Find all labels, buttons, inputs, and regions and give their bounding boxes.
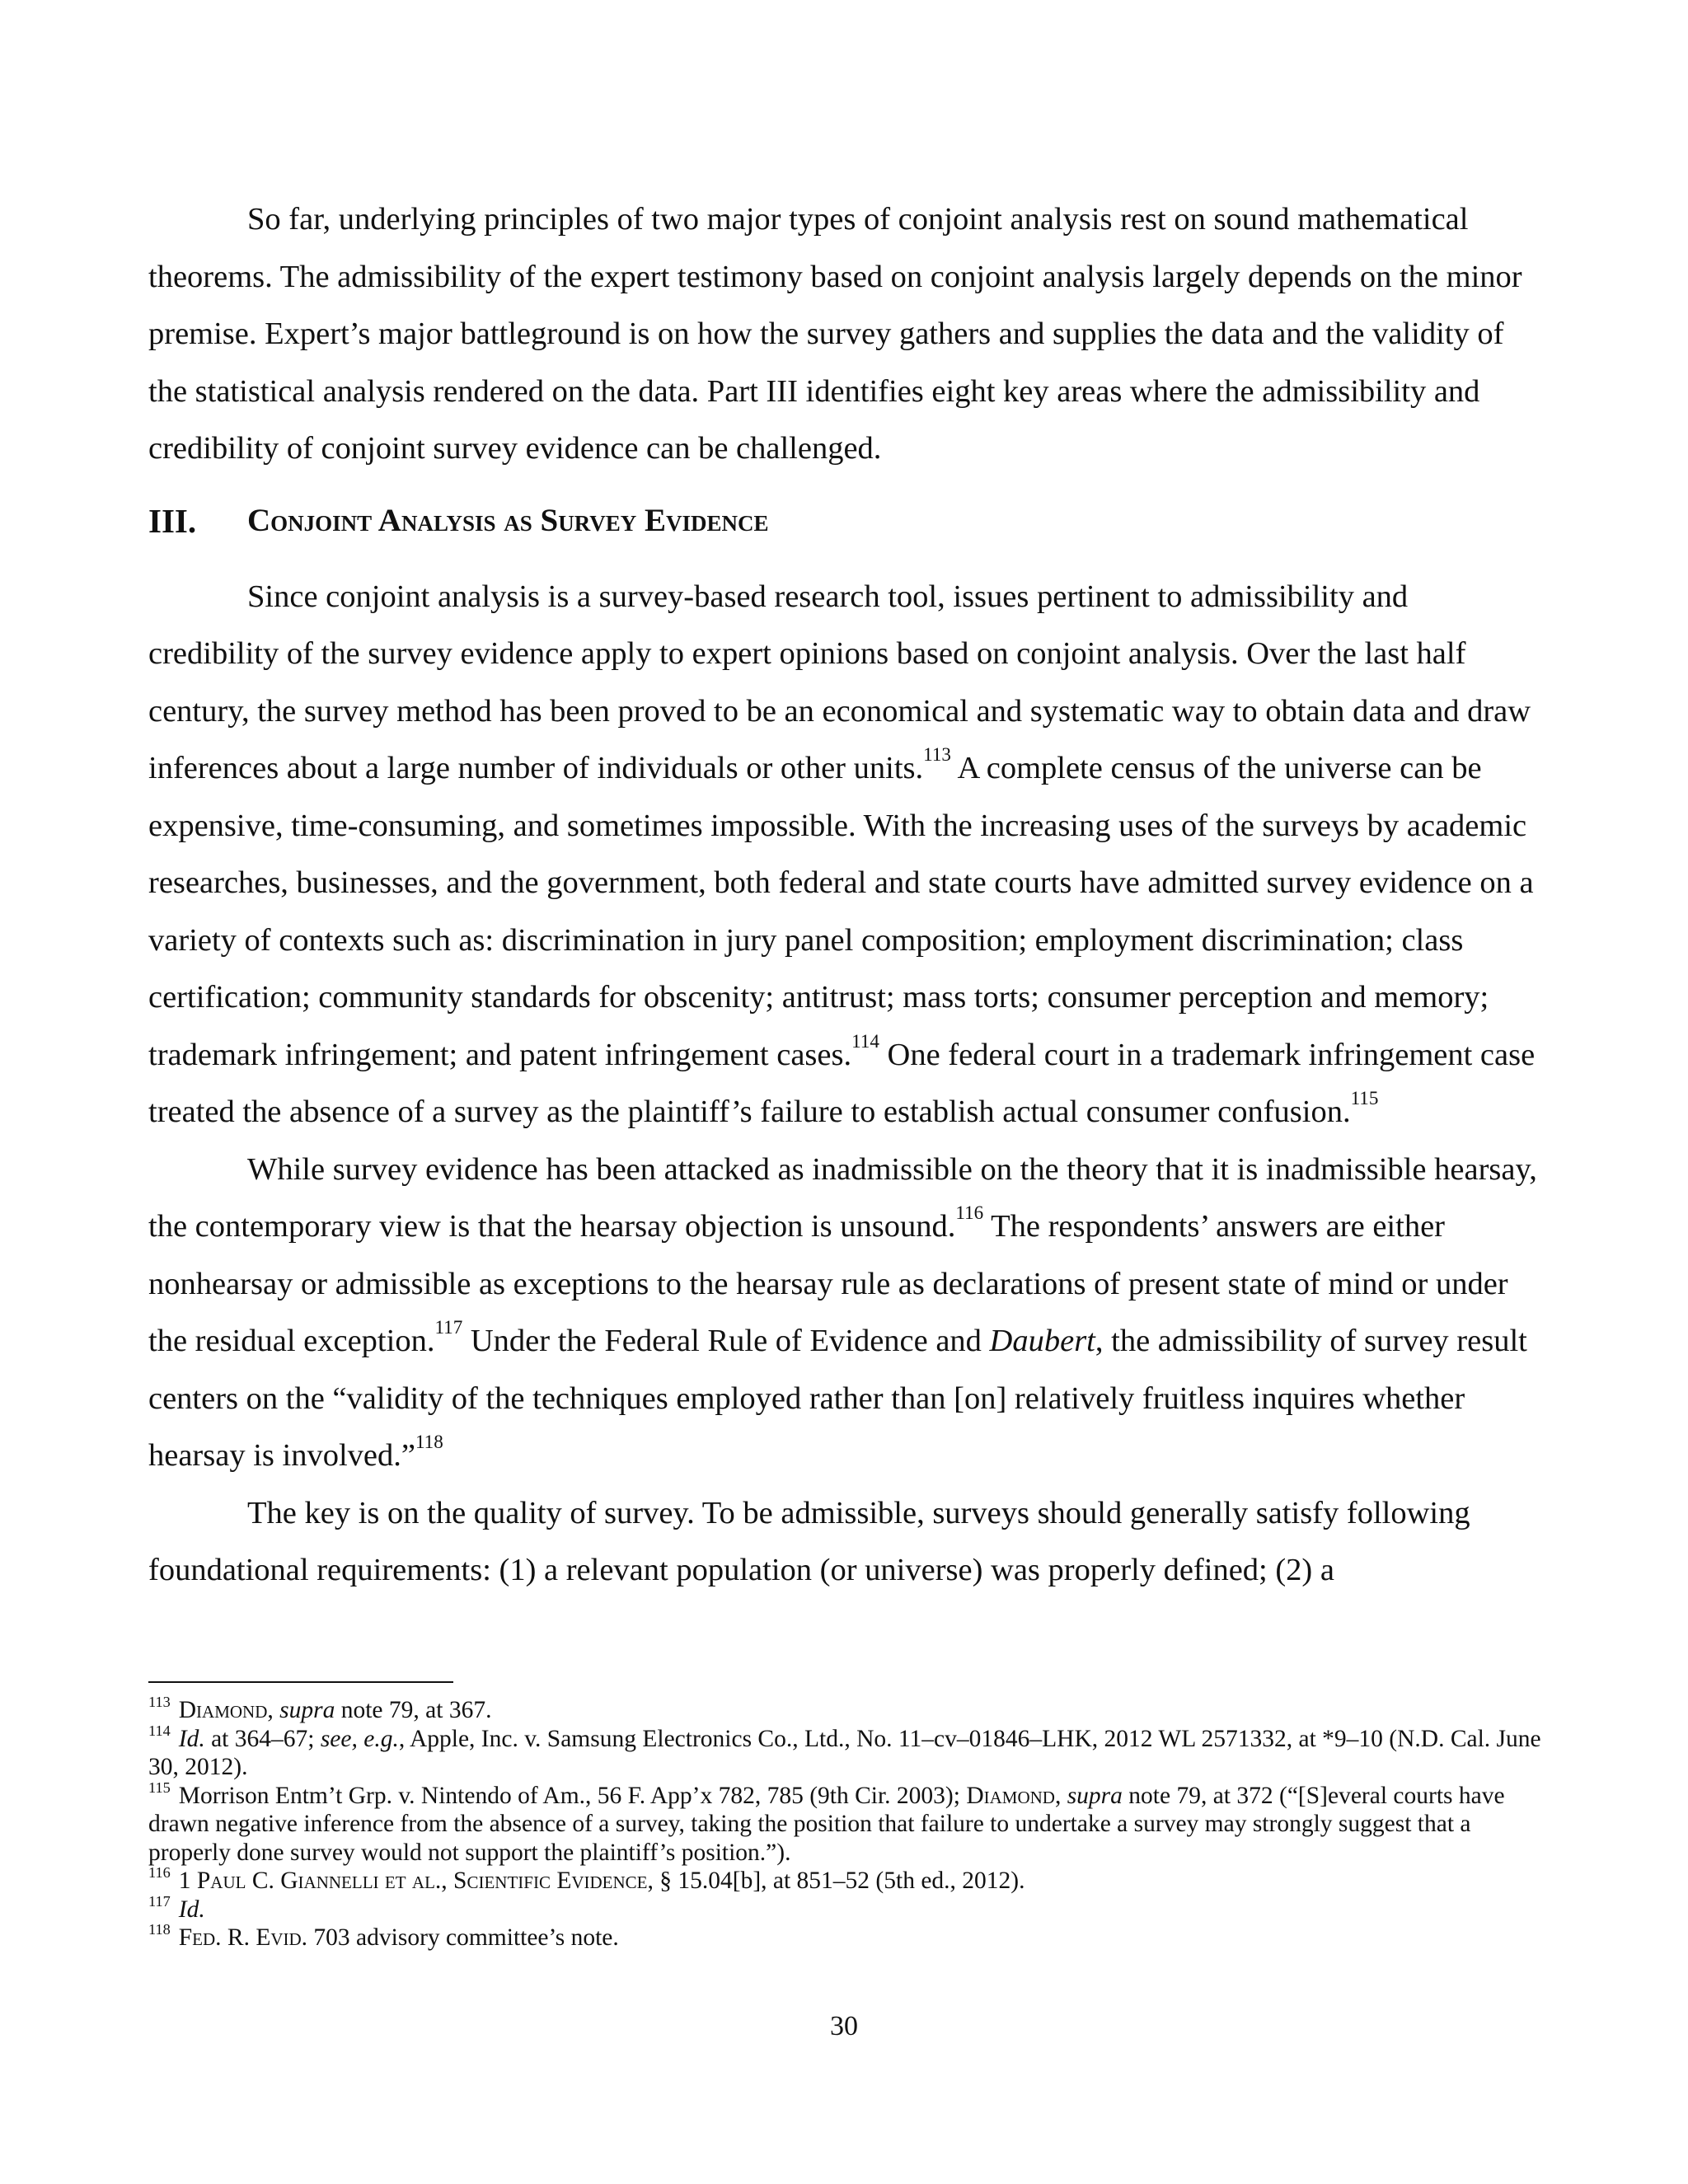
paragraph-4: The key is on the quality of survey. To be admissible, surveys should generally satisfy following foundational requirements: (1) a relevant population (or universe) was properly defined; (2) a (148, 1495, 1470, 1587)
footnote-ref-116[interactable]: 116 (955, 1202, 984, 1224)
footnote-113: $^{113}$ Diamond, supra note 79, at 367. (148, 1694, 492, 1723)
footnote-117: $^{117}$ Id. (148, 1892, 205, 1923)
footnote-divider (148, 1681, 453, 1683)
footnote-ref-115[interactable]: 115 (1350, 1087, 1379, 1109)
paragraph-2: Since conjoint analysis is a survey-based research tool, issues pertinent to admissibility and credibility of the survey evidence apply to expert opinions based on conjoint analysis. Over the last half century, the survey method has been proved to be an economical and systematic way to obtain data and draw inferences about a large number of individuals or other units.$^{113}$ A complete census of the universe can be expensive, time-consuming, and sometimes impossible. With the increasing uses of the surveys by academic researches, businesses, and the government, both federal and state courts have admitted survey evidence on a variety of contexts such as: discrimination in jury panel composition; employment discrimination; class certification; community standards for obscenity; antitrust; mass torts; consumer perception and memory; trademark infringement; and patent infringement cases.$^{114}$ One federal court in a trademark infringement case treated the absence of a survey as the plaintiff’s failure to establish actual consumer confusion.$^{115}$ (148, 579, 1536, 1129)
section-heading (148, 496, 1541, 546)
page-number: 30 (830, 2011, 858, 2041)
footnote-ref-117[interactable]: 117 (434, 1316, 463, 1338)
footnote-115: $^{115}$ Morrison Entm’t Grp. v. Nintendo of Am., 56 F. App’x 782, 785 (9th Cir. 2003); Diamond, supra note 79, at 372 (“[S]everal courts have drawn negative inference from the absence of a survey, taking the position that failure to undertake a survey may strongly suggest that a properly done survey would not support the plaintiff’s position.”). (148, 1779, 1505, 1866)
footnote-ref-114[interactable]: 114 (851, 1029, 879, 1052)
footnote-116: $^{116}$ 1 Paul C. Giannelli et al., Scientific Evidence, § 15.04[b], at 851–52 (5th ed., 2012). (148, 1864, 1025, 1894)
footnote-114: $^{114}$ Id. at 364–67; see, e.g., Apple, Inc. v. Samsung Electronics Co., Ltd., No. 11–cv–01846–LHK, 2012 WL 2571332, at *9–10 (N.D. Cal. June 30, 2012). (148, 1722, 1541, 1780)
footnote-ref-118[interactable]: 118 (415, 1431, 443, 1453)
footnotes (148, 1696, 1541, 1952)
section-title: Conjoint Analysis as Survey Evidence (247, 502, 769, 538)
body-text (148, 191, 1541, 1600)
footnote-ref-113[interactable]: 113 (923, 743, 951, 766)
section-number: III. (148, 501, 197, 540)
paragraph-3: While survey evidence has been attacked as inadmissible on the theory that it is inadmissible hearsay, the contemporary view is that the hearsay objection is unsound.$^{116}$ The respondents’ answers are either nonhearsay or admissible as exceptions to the hearsay rule as declarations of present state of mind or under the residual exception.$^{117}$ Under the Federal Rule of Evidence and Daubert, the admissibility of survey result centers on the “validity of the techniques employed rather than [on] relatively fruitless inquires whether hearsay is involved.”$^{118}$ (148, 1151, 1537, 1473)
paragraph-1: So far, underlying principles of two major types of conjoint analysis rest on sound mathematical theorems. The admissibility of the expert testimony based on conjoint analysis largely depends on the minor premise. Expert’s major battleground is on how the survey gathers and supplies the data and the validity of the statistical analysis rendered on the data. Part III identifies eight key areas where the admissibility and credibility of conjoint survey evidence can be challenged. (148, 202, 1522, 466)
footnote-118: $^{118}$ Fed. R. Evid. 703 advisory committee’s note. (148, 1921, 619, 1951)
